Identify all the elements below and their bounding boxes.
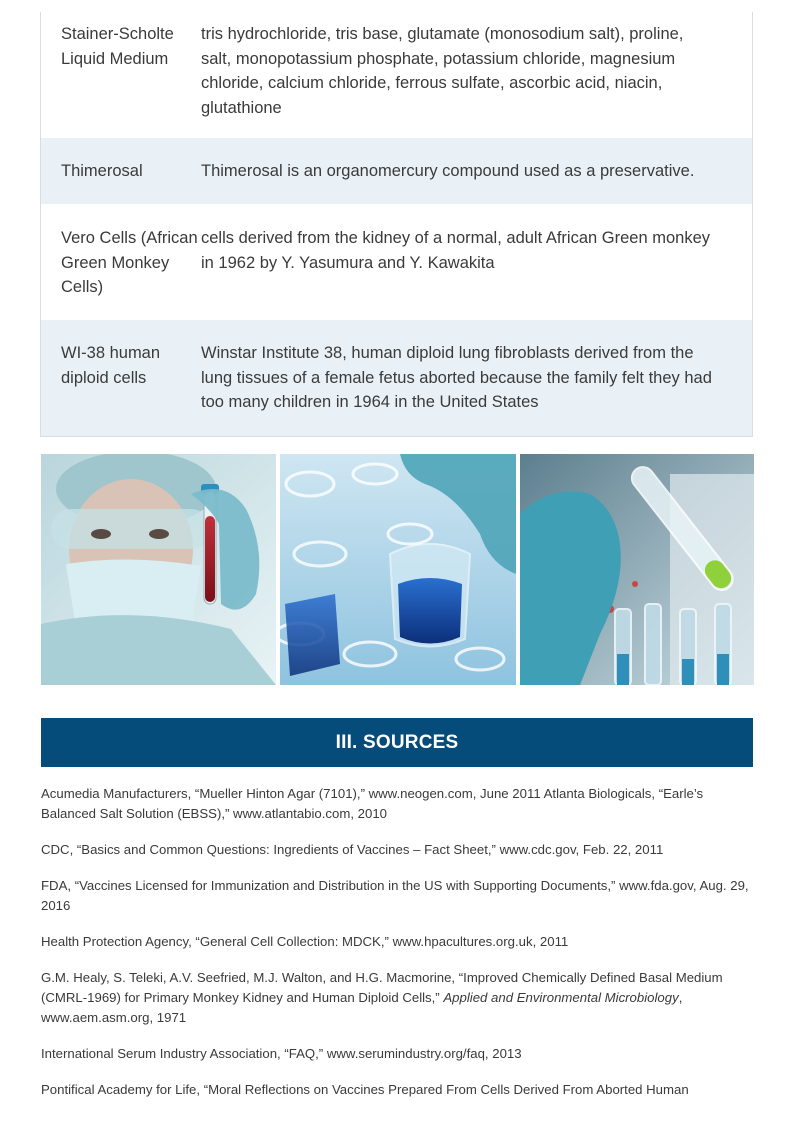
source-entry: FDA, “Vaccines Licensed for Immunization and Distribution in the US with Supporting Documents,” www.fda.gov, Aug. 29, 2016 — [41, 878, 749, 913]
source-entry: International Serum Industry Association, “FAQ,” www.serumindustry.org/faq, 2013 — [41, 1046, 522, 1061]
glossary-term: Stainer-Scholte Liquid Medium — [61, 25, 174, 68]
glossary-definition: Winstar Institute 38, human diploid lung fibroblasts derived from the lung tissues of a female fetus aborted because the family felt they had too many children in 1964 in the United States — [201, 344, 712, 412]
glass-vials-with-blue-liquid-photo — [280, 454, 516, 685]
test-tube-with-green-liquid-photo — [520, 454, 754, 685]
table-row — [41, 204, 752, 320]
glossary-table — [40, 12, 753, 437]
source-citation-rest: , www.aem.asm.org, 1971 — [41, 990, 683, 1025]
source-citation-authors-title: G.M. Healy, S. Teleki, A.V. Seefried, M.J. Walton, and H.G. Macmorine, “Improved Chemically Defined Basal Medium (CMRL-1969) for Primary Monkey Kidney and Human Diploid Cells,” — [41, 970, 723, 1005]
sources-list — [41, 784, 753, 1116]
glossary-definition: tris hydrochloride, tris base, glutamate (monosodium salt), proline, salt, monopotassium phosphate, potassium chloride, magnesium chloride, calcium chloride, ferrous sulfate, ascorbic acid, niacin, glutathione — [201, 25, 684, 117]
source-entry — [41, 968, 753, 1028]
table-row — [41, 138, 752, 204]
source-entry: CDC, “Basics and Common Questions: Ingredients of Vaccines – Fact Sheet,” www.cdc.gov, Feb. 22, 2011 — [41, 842, 664, 857]
glossary-term: Vero Cells (African Green Monkey Cells) — [61, 229, 198, 297]
source-entry: Health Protection Agency, “General Cell Collection: MDCK,” www.hpacultures.org.uk, 2011 — [41, 934, 569, 949]
source-entry: Acumedia Manufacturers, “Mueller Hinton Agar (7101),” www.neogen.com, June 2011 Atlanta Biologicals, “Earle’s Balanced Salt Solution (EBSS),” www.atlantabio.com, 2010 — [41, 786, 704, 821]
table-row — [41, 320, 752, 436]
glossary-term: Thimerosal — [61, 162, 143, 180]
photo-strip — [41, 454, 754, 685]
glossary-definition: Thimerosal is an organomercury compound used as a preservative. — [201, 162, 695, 180]
glossary-term: WI-38 human diploid cells — [61, 344, 161, 387]
table-row — [41, 12, 752, 138]
sources-section-heading: III. SOURCES — [41, 718, 753, 767]
source-entry: Pontifical Academy for Life, “Moral Reflections on Vaccines Prepared From Cells Derived From Aborted Human — [41, 1082, 689, 1097]
scientist-with-blood-sample-photo — [41, 454, 276, 685]
source-journal-title: Applied and Environmental Microbiology — [443, 990, 679, 1005]
glossary-definition: cells derived from the kidney of a normal, adult African Green monkey in 1962 by Y. Yasumura and Y. Kawakita — [201, 229, 710, 272]
